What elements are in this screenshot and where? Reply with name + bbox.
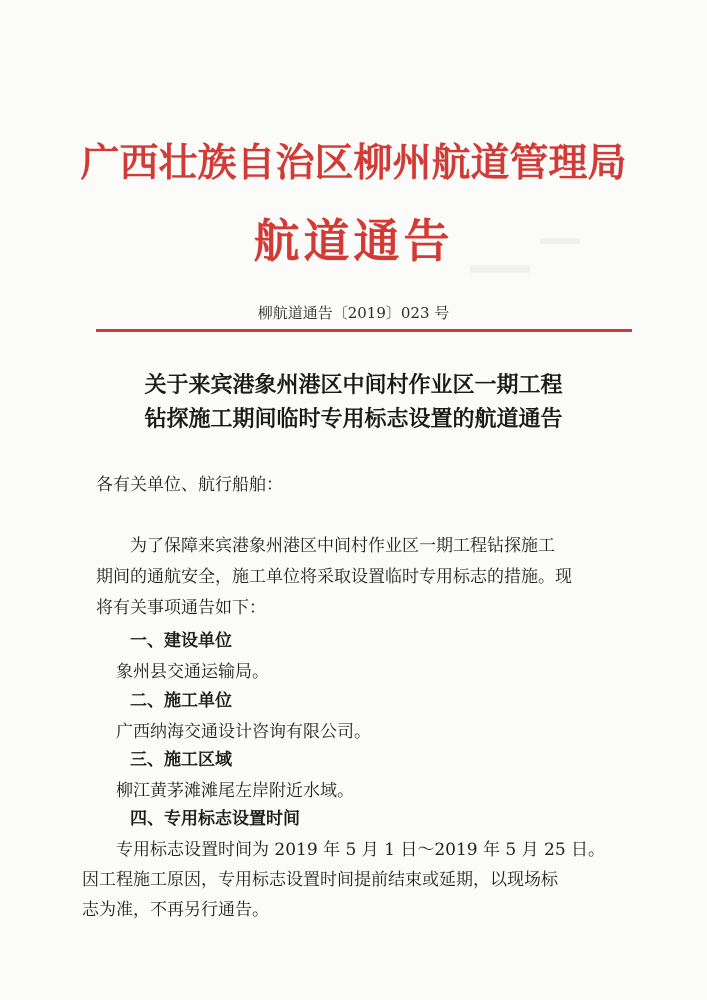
intro-line-3: 将有关事项通告如下： bbox=[96, 598, 266, 618]
issuing-organization: 广西壮族自治区柳州航道管理局 bbox=[80, 140, 627, 186]
document-number: 柳航道通告〔2019〕023 号 bbox=[257, 304, 450, 322]
salutation: 各有关单位、航行船舶： bbox=[96, 475, 283, 495]
document-type-title: 航道通告 bbox=[253, 214, 454, 268]
section-heading-4: 四、专用标志设置时间 bbox=[130, 809, 300, 829]
section-heading-1: 一、建设单位 bbox=[130, 631, 232, 651]
section-heading-2: 二、施工单位 bbox=[130, 691, 232, 711]
section-content-4-line-2: 因工程施工原因，专用标志设置时间提前结束或延期，以现场标 bbox=[82, 870, 558, 890]
notice-title bbox=[0, 369, 707, 437]
section-content-3: 柳江黄茅滩滩尾左岸附近水域。 bbox=[116, 781, 354, 801]
scan-artifact bbox=[540, 238, 580, 244]
red-divider-line bbox=[96, 329, 632, 332]
notice-title-line-2: 钻探施工期间临时专用标志设置的航道通告 bbox=[144, 407, 563, 432]
section-content-1: 象州县交通运输局。 bbox=[116, 662, 269, 682]
notice-title-line-1: 关于来宾港象州港区中间村作业区一期工程 bbox=[144, 373, 563, 398]
section-content-2: 广西纳海交通设计咨询有限公司。 bbox=[116, 722, 371, 742]
section-heading-3: 三、施工区域 bbox=[130, 750, 232, 770]
section-content-4-line-3: 志为准，不再另行通告。 bbox=[82, 900, 269, 920]
intro-line-1: 为了保障来宾港象州港区中间村作业区一期工程钻探施工 bbox=[130, 536, 555, 556]
intro-line-2: 期间的通航安全，施工单位将采取设置临时专用标志的措施。现 bbox=[96, 567, 572, 587]
scan-artifact bbox=[470, 265, 530, 273]
section-content-4-line-1: 专用标志设置时间为 2019 年 5 月 1 日～2019 年 5 月 25 日。 bbox=[116, 840, 606, 860]
